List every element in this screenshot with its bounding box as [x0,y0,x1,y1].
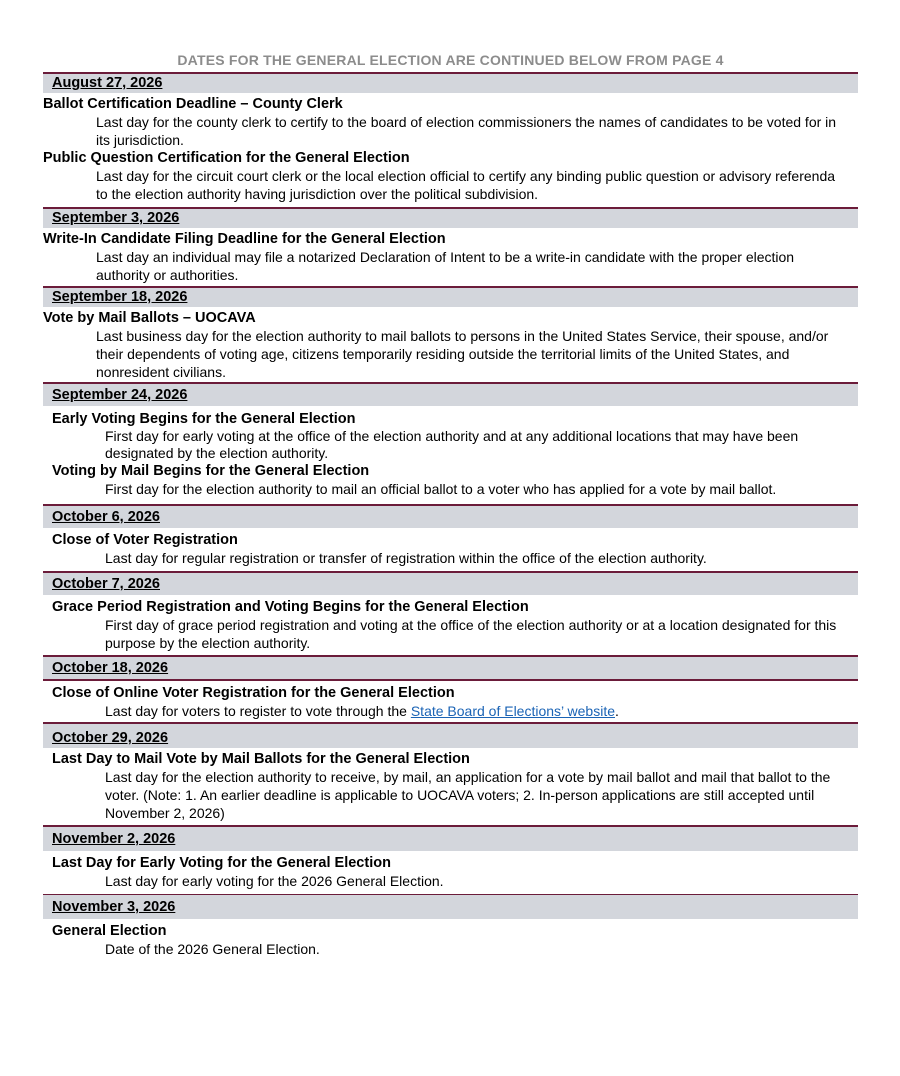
date-header-august-27: August 27, 2026 [43,72,858,93]
event-uocava-ballots [43,307,858,382]
event-title: Write-In Candidate Filing Deadline for the General Election [43,231,446,247]
section-october-29 [43,748,858,825]
event-ballot-certification [43,93,858,149]
event-title: Early Voting Begins for the General Election [52,411,356,427]
event-grace-period-registration [43,598,858,655]
event-description: Last day for early voting for the 2026 General Election. [105,873,444,889]
section-november-2 [43,851,858,894]
event-description: First day for early voting at the office of the election authority and at any additional locations that may have been designated by the election authority. [105,428,799,461]
event-description: First day of grace period registration and voting at the office of the election authority or at a location designated for this purpose by the election authority. [105,617,837,651]
event-title: General Election [52,923,167,939]
date-header-september-18: September 18, 2026 [43,286,858,307]
event-description: Last day for the county clerk to certify to the board of election commissioners the names of candidates to be voted for in its jurisdiction. [96,114,837,148]
event-title: Public Question Certification for the General Election [43,150,410,166]
date-header-september-24: September 24, 2026 [43,382,858,406]
event-close-of-registration [43,531,858,571]
event-description: Last day an individual may file a notarized Declaration of Intent to be a write-in candidate with the proper election authority or authorities. [96,249,795,283]
event-last-day-early-voting [43,854,858,894]
event-voting-by-mail-begins [43,462,858,504]
date-header-october-18: October 18, 2026 [43,655,858,681]
description-text: Last day for voters to register to vote through the [105,703,411,719]
event-close-online-registration [43,684,858,722]
section-september-24 [43,406,858,504]
event-title: Grace Period Registration and Voting Begins for the General Election [52,599,529,615]
section-october-6 [43,528,858,571]
date-header-october-6: October 6, 2026 [43,504,858,528]
event-general-election [43,922,858,958]
event-title: Vote by Mail Ballots – UOCAVA [43,310,256,326]
event-description: Last day for regular registration or transfer of registration within the office of the election authority. [105,550,707,566]
event-title: Ballot Certification Deadline – County Clerk [43,96,343,112]
event-title: Last Day for Early Voting for the General Election [52,855,391,871]
event-public-question-certification [43,149,858,205]
date-header-november-3: November 3, 2026 [43,894,858,919]
event-description: Last business day for the election authority to mail ballots to persons in the United States Service, their spouse, and/or their dependents of voting age, citizens temporarily residing outside the territorial limits of the United States, and nonresident civilians. [96,328,829,380]
event-description [43,702,858,722]
event-title: Last Day to Mail Vote by Mail Ballots for the General Election [52,751,470,767]
event-title: Voting by Mail Begins for the General Election [52,463,370,479]
section-october-18 [43,681,858,722]
section-november-3 [43,919,858,958]
section-october-7 [43,595,858,655]
event-title: Close of Online Voter Registration for the General Election [52,685,455,701]
description-text-end: . [615,703,619,719]
date-header-november-2: November 2, 2026 [43,825,858,851]
event-description: Last day for the circuit court clerk or the local election official to certify any binding public question or advisory referenda to the election authority having jurisdiction over the political subdivision. [96,168,836,202]
event-description: First day for the election authority to mail an official ballot to a voter who has applied for a vote by mail ballot. [105,481,777,497]
event-write-in-filing [43,228,858,286]
date-header-october-29: October 29, 2026 [43,722,858,748]
state-board-website-link[interactable]: State Board of Elections’ website [410,703,615,719]
event-description: Last day for the election authority to receive, by mail, an application for a vote by mail ballot and mail that ballot to the voter. (Note: 1. An earlier deadline is applicable to UOCAVA voters; 2. In-person applications are still accepted until November 2, 2026) [105,769,831,821]
election-calendar-page [43,50,858,958]
event-last-day-mail-ballots [43,750,858,825]
date-header-september-3: September 3, 2026 [43,207,858,228]
event-title: Close of Voter Registration [52,532,238,548]
event-description: Date of the 2026 General Election. [105,941,320,957]
event-early-voting-begins [43,410,858,462]
date-header-october-7: October 7, 2026 [43,571,858,595]
continuation-banner: DATES FOR THE GENERAL ELECTION ARE CONTINUED BELOW FROM PAGE 4 [177,52,724,68]
